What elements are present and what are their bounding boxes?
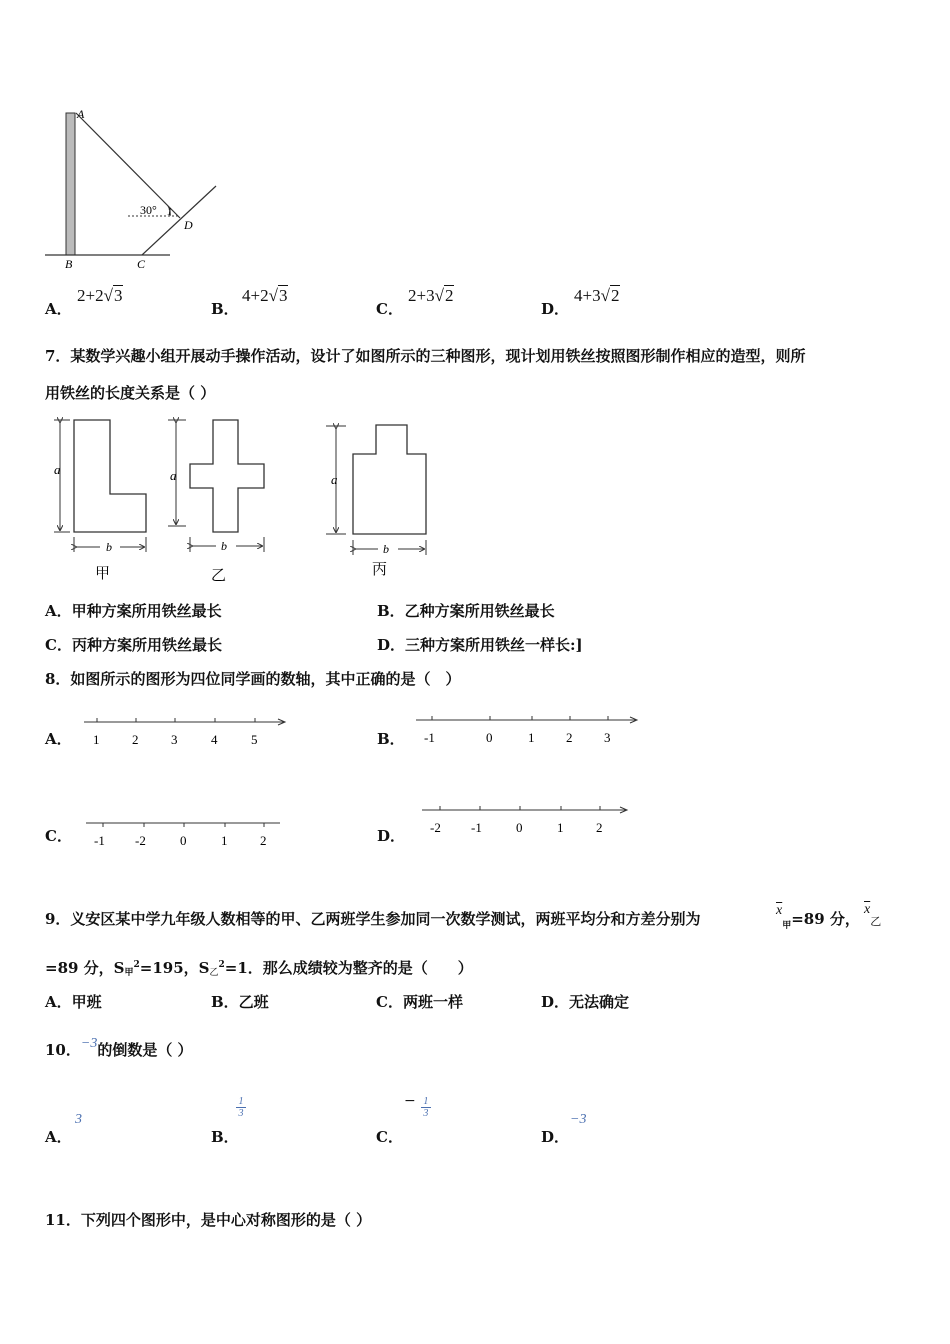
q6-option-c[interactable]: C．	[376, 300, 403, 318]
q10-option-a[interactable]: A．	[45, 1128, 72, 1146]
q6-option-a-value: 2+2√3	[77, 286, 123, 305]
q7-option-b[interactable]: B．乙种方案所用铁丝最长	[377, 602, 555, 620]
q6-option-b-value: 4+2√3	[242, 286, 288, 305]
q6-option-b[interactable]: B．	[211, 300, 239, 318]
q8-axis-a-ticks	[97, 718, 255, 722]
pole	[66, 113, 75, 255]
svg-text:3: 3	[171, 732, 178, 747]
q6-option-d[interactable]: D．	[541, 300, 570, 318]
q9-stem-line2: =89 分，S甲$^2$=195，S乙$^2$=1．那么成绩较为整齐的是（ ）	[45, 959, 473, 978]
q10-option-c[interactable]: C．	[376, 1128, 403, 1146]
q10-stem: 10．−3的倒数是（ ）	[45, 1036, 193, 1059]
q10-option-c-value: − $\frac{1}{3}$	[404, 1096, 431, 1119]
q10-option-a-value: 3	[75, 1112, 82, 1127]
slope-line	[142, 186, 216, 255]
svg-text:b: b	[106, 540, 112, 554]
svg-text:2: 2	[132, 732, 139, 747]
svg-text:-1: -1	[471, 820, 482, 835]
svg-text:2: 2	[260, 833, 267, 848]
figure-yi	[168, 420, 264, 584]
q8-option-b[interactable]: B．	[377, 730, 405, 748]
q10-option-b[interactable]: B．	[211, 1128, 239, 1146]
q9-mean-yi: $\overline{x}_乙$	[864, 902, 882, 928]
q6-option-d-value: 4+3√2	[574, 286, 620, 305]
svg-text:4: 4	[211, 732, 218, 747]
label-d: D	[184, 218, 193, 232]
svg-text:a: a	[54, 462, 61, 477]
svg-text:-1: -1	[424, 730, 435, 745]
q6-option-c-value: 2+3√2	[408, 286, 454, 305]
q6-figure	[40, 100, 240, 275]
q8-option-c[interactable]: C．	[45, 827, 72, 845]
q11-stem: 11．下列四个图形中，是中心对称图形的是（ ）	[45, 1211, 372, 1229]
svg-text:丙: 丙	[372, 562, 388, 578]
q9-mean-jia: $\overline{x}_甲=89$ 分，	[776, 903, 860, 931]
figure-bing	[326, 425, 426, 578]
q8-stem: 8．如图所示的图形为四位同学画的数轴，其中正确的是（ ）	[45, 670, 461, 688]
svg-text:0: 0	[180, 833, 187, 848]
q9-option-d[interactable]: D．无法确定	[541, 993, 630, 1011]
q7-stem-line2: 用铁丝的长度关系是（ ）	[45, 384, 216, 402]
q7-stem-line1: 7．某数学兴趣小组开展动手操作活动，设计了如图所示的三种图形，现计划用铁丝按照图形制作相应的造型，则所	[45, 347, 806, 365]
q6-option-a[interactable]: A．	[45, 300, 72, 318]
label-a: A	[77, 107, 85, 121]
angle-label: 30°	[140, 203, 157, 217]
q7-option-a[interactable]: A．甲种方案所用铁丝最长	[45, 602, 222, 620]
q8-axis-d	[418, 802, 638, 842]
q8-axis-b	[412, 712, 642, 752]
svg-text:a: a	[331, 472, 338, 487]
q8-option-d[interactable]: D．	[377, 827, 406, 845]
q8-axis-a	[80, 712, 290, 752]
svg-text:a: a	[170, 468, 177, 483]
q7-option-d[interactable]: D．三种方案所用铁丝一样长:]	[377, 636, 583, 654]
angle-mark: 1	[167, 207, 172, 218]
q10-option-d[interactable]: D．	[541, 1128, 570, 1146]
q9-stem-line1: 9．义安区某中学九年级人数相等的甲、乙两班学生参加同一次数学测试，两班平均分和方差分别为	[45, 910, 701, 928]
svg-text:1: 1	[221, 833, 228, 848]
svg-text:0: 0	[516, 820, 523, 835]
q7-figures	[40, 412, 440, 587]
svg-text:2: 2	[596, 820, 603, 835]
svg-text:5: 5	[251, 732, 258, 747]
q9-option-b[interactable]: B．乙班	[211, 993, 269, 1011]
q10-option-d-value: −3	[570, 1112, 587, 1127]
label-c: C	[137, 257, 146, 271]
svg-text:-2: -2	[135, 833, 146, 848]
svg-text:b: b	[383, 542, 389, 556]
svg-text:0: 0	[486, 730, 493, 745]
q7-option-c[interactable]: C．丙种方案所用铁丝最长	[45, 636, 222, 654]
q8-axis-c	[80, 815, 290, 855]
svg-text:-1: -1	[94, 833, 105, 848]
label-b: B	[65, 257, 73, 271]
figure-jia	[54, 420, 146, 582]
svg-text:b: b	[221, 539, 227, 553]
svg-text:乙: 乙	[211, 568, 227, 584]
svg-text:1: 1	[557, 820, 564, 835]
q9-option-c[interactable]: C．两班一样	[376, 993, 463, 1011]
svg-text:-2: -2	[430, 820, 441, 835]
svg-text:甲: 甲	[95, 566, 111, 582]
q8-option-a[interactable]: A．	[45, 730, 72, 748]
svg-text:2: 2	[566, 730, 573, 745]
q9-option-a[interactable]: A．甲班	[45, 993, 102, 1011]
ladder-ad	[76, 113, 180, 218]
svg-text:3: 3	[604, 730, 611, 745]
svg-text:1: 1	[93, 732, 100, 747]
q10-option-b-value: 1 3	[236, 1096, 246, 1119]
svg-text:1: 1	[528, 730, 535, 745]
